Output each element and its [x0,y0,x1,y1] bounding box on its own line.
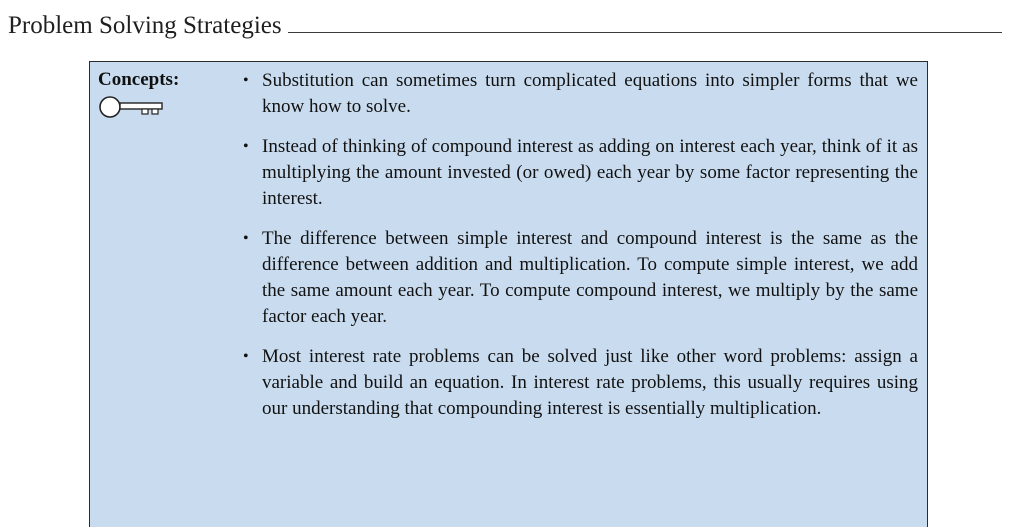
section-title: Problem Solving Strategies [8,12,282,39]
bullet-icon: • [243,138,249,155]
list-item-text: Substitution can sometimes turn complicated equations into simpler forms that we know how to solve. [262,70,918,117]
bullet-icon: • [243,230,249,247]
section-rule [288,32,1002,33]
list-item-text: Instead of thinking of compound interest as adding on interest each year, think of it as multiplying the amount invested (or owed) each year by some factor representing the interest. [262,136,918,209]
concepts-list [240,68,918,436]
list-item [240,226,918,330]
list-item [240,344,918,422]
concepts-box [89,61,928,527]
list-item [240,134,918,212]
concepts-label: Concepts: [98,69,180,90]
key-icon [98,96,180,118]
list-item-text: The difference between simple interest and compound interest is the same as the difference between addition and multiplication. To compute simple interest, we add the same amount each year. To compute compound interest, we multiply by the same factor each year. [262,228,918,327]
section-header [8,6,1002,40]
bullet-icon: • [243,348,249,365]
list-item [240,68,918,120]
bullet-icon: • [243,72,249,89]
list-item-text: Most interest rate problems can be solved just like other word problems: assign a variable and build an equation. In interest rate problems, this usually requires using our understanding that compounding interest is essentially multiplication. [262,346,918,419]
